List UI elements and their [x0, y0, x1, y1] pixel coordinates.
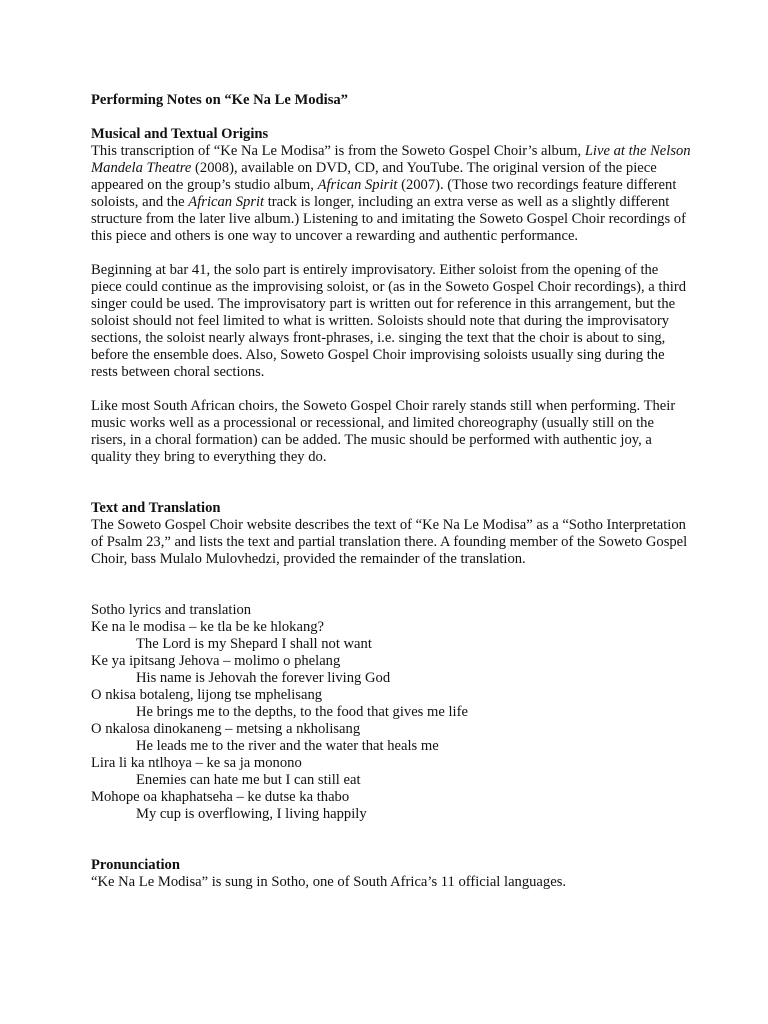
album-title-live: Live at the Nelson Mandela Theatre	[91, 143, 691, 176]
lyrics-english-line: He leads me to the river and the water that heals me	[136, 738, 439, 754]
section-heading-origins: Musical and Textual Origins	[91, 126, 269, 142]
lyrics-english-line: He brings me to the depths, to the food that gives me life	[136, 704, 468, 720]
text-run: (2007). (Those two recordings feature different soloists, and the	[91, 177, 677, 210]
document-title: Performing Notes on “Ke Na Le Modisa”	[91, 92, 348, 108]
text-run: track is longer, including an extra verse as well as a slightly different structure from the later live album.) Listening to and imitating the Soweto Gospel Choir recordings of this piece and others is one way to uncover a rewarding and authentic performance.	[91, 194, 686, 244]
origins-paragraph-3: Like most South African choirs, the Soweto Gospel Choir rarely stands still when performing. Their music works well as a processional or recessional, and limited choreography (usually still on the risers, in a choral formation) can be added. The music should be performed with authentic joy, a quality they bring to everything they do.	[91, 398, 676, 465]
spacer	[91, 466, 691, 500]
lyrics-sotho-line: Lira li ka ntlhoya – ke sa ja monono	[91, 755, 302, 771]
text-run: This transcription of “Ke Na Le Modisa” is from the Soweto Gospel Choir’s album,	[91, 143, 585, 159]
text-run: (2008), available on DVD, CD, and YouTube. The original version of the piece appeared on the group’s studio album,	[91, 160, 657, 193]
lyrics-sotho-line: Mohope oa khaphatseha – ke dutse ka thabo	[91, 789, 350, 805]
album-title-studio: African Spirit	[317, 177, 398, 193]
section-text-translation	[91, 500, 691, 568]
lyrics-english-line: Enemies can hate me but I can still eat	[136, 772, 361, 788]
spacer	[91, 381, 691, 398]
document-page	[91, 92, 691, 891]
section-lyrics	[91, 602, 691, 823]
spacer	[91, 245, 691, 262]
lyrics-english-line: His name is Jehovah the forever living God	[136, 670, 391, 686]
spacer	[91, 823, 691, 857]
origins-paragraph-1	[91, 143, 691, 245]
lyrics-sotho-line: Ke na le modisa – ke tla be ke hlokang?	[91, 619, 325, 635]
origins-paragraph-2: Beginning at bar 41, the solo part is entirely improvisatory. Either soloist from the opening of the piece could continue as the improvising soloist, or (as in the Soweto Gospel Choir recordings), a third singer could be used. The improvisatory part is written out for reference in this arrangement, but the soloist should not feel limited to what is written. Soloists should note that during the improvisatory sections, the soloist nearly always front-phrases, i.e. singing the text that the choir is about to sing, before the ensemble does. Also, Soweto Gospel Choir improvising soloists usually sing during the rests between choral sections.	[91, 262, 686, 380]
section-heading-pronunciation: Pronunciation	[91, 857, 180, 873]
lyrics-sotho-line: O nkalosa dinokaneng – metsing a nkholisang	[91, 721, 361, 737]
lyrics-english-line: My cup is overflowing, I living happily	[136, 806, 367, 822]
track-title: African Sprit	[188, 194, 265, 210]
spacer	[91, 109, 691, 126]
section-heading-text-translation: Text and Translation	[91, 500, 221, 516]
lyrics-heading: Sotho lyrics and translation	[91, 602, 252, 618]
spacer	[91, 568, 691, 602]
pronunciation-paragraph: “Ke Na Le Modisa” is sung in Sotho, one of South Africa’s 11 official languages.	[91, 874, 567, 890]
lyrics-sotho-line: Ke ya ipitsang Jehova – molimo o phelang	[91, 653, 341, 669]
lyrics-english-line: The Lord is my Shepard I shall not want	[136, 636, 372, 652]
section-pronunciation	[91, 857, 691, 891]
text-translation-paragraph: The Soweto Gospel Choir website describes the text of “Ke Na Le Modisa” as a “Sotho Interpretation of Psalm 23,” and lists the text and partial translation there. A founding member of the Soweto Gospel Choir, bass Mulalo Mulovhedzi, provided the remainder of the translation.	[91, 517, 688, 567]
lyrics-sotho-line: O nkisa botaleng, lijong tse mphelisang	[91, 687, 323, 703]
section-musical-origins	[91, 126, 691, 466]
